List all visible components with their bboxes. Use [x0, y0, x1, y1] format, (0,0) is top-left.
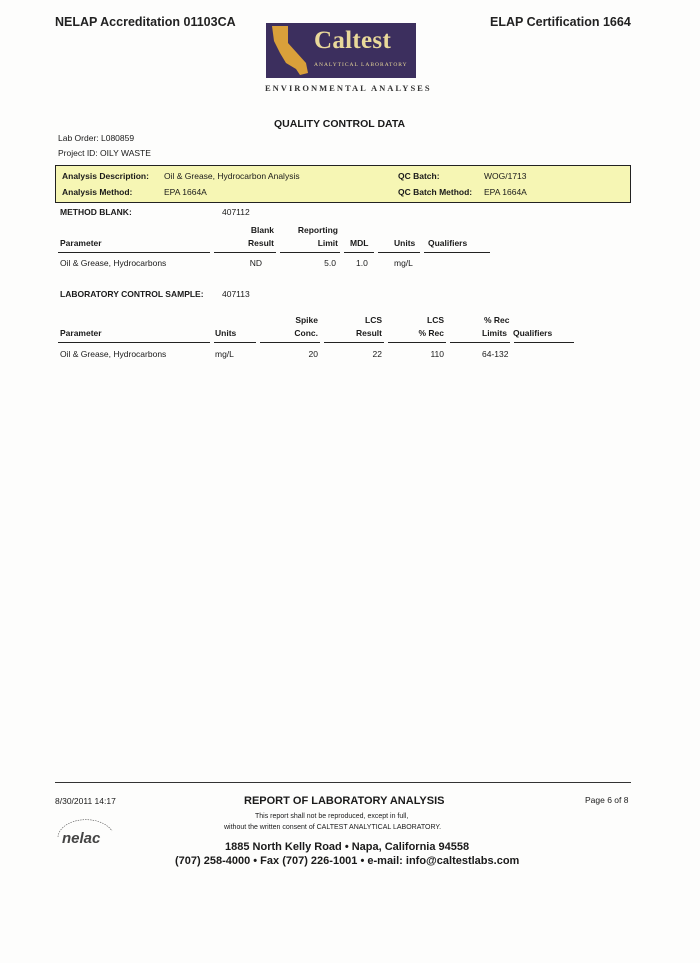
logo-tagline: ENVIRONMENTAL ANALYSES — [265, 83, 432, 93]
lcs-rule — [450, 342, 510, 343]
lcs-header-spike: Spike — [295, 315, 318, 325]
mb-header-parameter: Parameter — [60, 238, 102, 248]
lab-address: 1885 North Kelly Road • Napa, California 94558 — [225, 841, 470, 853]
mb-row-result: ND — [249, 258, 262, 268]
lcs-header-lcs-rec-2: % Rec — [418, 328, 444, 338]
qc-batch-method-label: QC Batch Method: — [398, 187, 473, 197]
mb-header-limit: Limit — [317, 238, 338, 248]
page-number: Page 6 of 8 — [585, 795, 629, 805]
logo-subtitle: ANALYTICAL LABORATORY — [314, 62, 408, 68]
lcs-row-limits: 64-132 — [482, 349, 509, 359]
analysis-band — [55, 165, 631, 203]
lcs-header-conc: Conc. — [294, 328, 318, 338]
mb-rule — [344, 252, 374, 253]
analysis-method-value: EPA 1664A — [164, 187, 207, 197]
report-title: REPORT OF LABORATORY ANALYSIS — [244, 795, 445, 807]
lcs-header-units: Units — [215, 328, 237, 338]
qc-batch-value: WOG/1713 — [484, 171, 527, 181]
mb-row-parameter: Oil & Grease, Hydrocarbons — [60, 258, 167, 268]
lcs-row-parameter: Oil & Grease, Hydrocarbons — [60, 349, 167, 359]
analysis-description-label: Analysis Description: — [62, 171, 149, 181]
mb-rule — [280, 252, 340, 253]
nelap-accreditation: NELAP Accreditation 01103CA — [55, 15, 236, 29]
lcs-header-qualifiers: Qualifiers — [513, 328, 553, 338]
mb-row-mdl: 1.0 — [356, 258, 368, 268]
lcs-header-parameter: Parameter — [60, 328, 102, 338]
mb-rule — [378, 252, 420, 253]
lcs-header-rec-limits-1: % Rec — [484, 315, 510, 325]
mb-row-units: mg/L — [394, 258, 413, 268]
lab-contact: (707) 258-4000 • Fax (707) 226-1001 • e-mail: info@caltestlabs.com — [175, 855, 520, 867]
lcs-rule — [58, 342, 210, 343]
lcs-row-spike: 20 — [308, 349, 318, 359]
lcs-row-units: mg/L — [215, 349, 234, 359]
page-title: QUALITY CONTROL DATA — [274, 118, 406, 130]
mb-row-limit: 5.0 — [324, 258, 336, 268]
lcs-row-result: 22 — [372, 349, 382, 359]
lcs-label: LABORATORY CONTROL SAMPLE: — [60, 289, 204, 299]
mb-header-blank: Blank — [250, 225, 274, 235]
lcs-rule — [324, 342, 384, 343]
method-blank-id: 407112 — [222, 207, 250, 217]
logo-name: Caltest — [314, 27, 392, 54]
report-date: 8/30/2011 14:17 — [55, 796, 116, 806]
lcs-rule — [388, 342, 446, 343]
project-id: Project ID: OILY WASTE — [58, 148, 151, 158]
mb-rule — [58, 252, 210, 253]
qc-batch-method-value: EPA 1664A — [484, 187, 527, 197]
lcs-rule — [214, 342, 256, 343]
lcs-header-lcs-result-1: LCS — [365, 315, 382, 325]
lcs-id: 407113 — [222, 289, 250, 299]
nelac-logo — [50, 815, 120, 851]
lcs-header-lcs-rec-1: LCS — [427, 315, 444, 325]
lcs-rule — [514, 342, 574, 343]
nelac-seal-icon — [50, 815, 120, 851]
analysis-method-label: Analysis Method: — [62, 187, 133, 197]
lcs-header-rec-limits-2: Limits — [482, 328, 508, 338]
report-note-line-2: without the written consent of CALTEST ANALYTICAL LABORATORY. — [224, 824, 442, 831]
method-blank-label: METHOD BLANK: — [60, 207, 132, 217]
mb-header-mdl: MDL — [350, 238, 369, 248]
mb-header-units: Units — [394, 238, 416, 248]
mb-rule — [214, 252, 276, 253]
analysis-description-value: Oil & Grease, Hydrocarbon Analysis — [164, 171, 300, 181]
qc-batch-label: QC Batch: — [398, 171, 440, 181]
report-note-line-1: This report shall not be reproduced, except in full, — [255, 813, 409, 820]
caltest-logo — [266, 23, 416, 78]
lcs-rule — [260, 342, 320, 343]
nelac-logo-text: nelac — [62, 830, 101, 847]
mb-header-qualifiers: Qualifiers — [428, 238, 468, 248]
mb-header-result: Result — [248, 238, 274, 248]
lcs-header-lcs-result-2: Result — [356, 328, 382, 338]
mb-rule — [424, 252, 490, 253]
elap-certification: ELAP Certification 1664 — [490, 15, 631, 29]
mb-header-reporting: Reporting — [297, 225, 338, 235]
lcs-row-rec: 110 — [430, 349, 444, 359]
footer-divider — [55, 782, 631, 783]
lab-order: Lab Order: L080859 — [58, 133, 135, 143]
